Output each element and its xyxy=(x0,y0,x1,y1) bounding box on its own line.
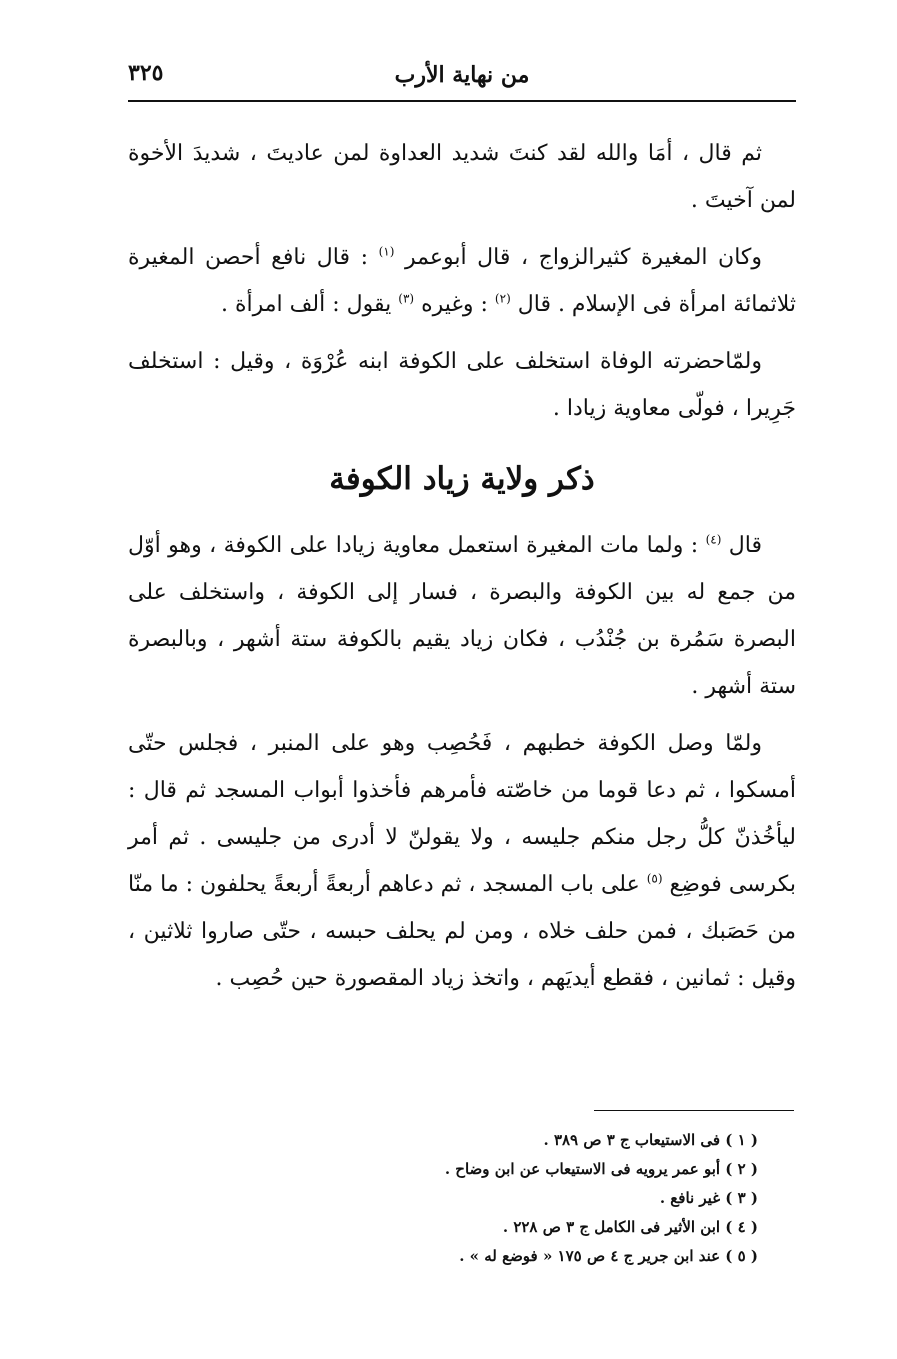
paragraph-5 xyxy=(128,720,796,1002)
footnote-5: ( ٥ ) عند ابن جرير ج ٤ ص ١٧٥ « فوضع له » . xyxy=(459,1247,758,1265)
page-header xyxy=(128,60,796,102)
footnote-ref-5: (٥) xyxy=(646,871,663,886)
page-body xyxy=(128,130,796,1012)
running-title: من نهاية الأرب xyxy=(394,62,530,88)
footnote-3: ( ٣ ) غير نافع . xyxy=(659,1189,758,1207)
footnote-ref-4: (٤) xyxy=(705,532,722,547)
footnote-1: ( ١ ) فى الاستيعاب ج ٣ ص ٣٨٩ . xyxy=(543,1131,758,1149)
footnote-ref-2: (٢) xyxy=(494,291,511,306)
paragraph-5-text-b: على باب المسجد ، ثم دعاهم أربعةً أربعةً يحلفون : ما منّا من حَصَبك ، فمن حلف خلاه ، ومن لم يحلف حبسه ، حتّى صاروا ثلاثين ، وقيل : ثمانين ، فقطع أيديَهم ، واتخذ زياد المقصورة حين حُصِب . xyxy=(128,872,796,991)
paragraph-2-text-a: وكان المغيرة كثيرالزواج ، قال أبوعمر xyxy=(405,245,763,270)
footnotes xyxy=(128,1126,758,1271)
paragraph-2 xyxy=(128,234,796,328)
footnote-ref-3: (٣) xyxy=(398,291,415,306)
paragraph-4-text-b: : ولما مات المغيرة استعمل معاوية زيادا على الكوفة ، وهو أوّل من جمع له بين الكوفة والبصرة ، فسار إلى الكوفة ، واستخلف على البصرة سَمُرة بن جُنْدُب ، فكان زياد يقيم بالكوفة ستة أشهر ، وبالبصرة ستة أشهر . xyxy=(128,533,796,699)
paragraph-4 xyxy=(128,522,796,710)
footnote-2: ( ٢ ) أبو عمر يرويه فى الاستيعاب عن ابن وضاح . xyxy=(444,1160,758,1178)
paragraph-3: ولمّاحضرته الوفاة استخلف على الكوفة ابنه عُرْوَة ، وقيل : استخلف جَرِيرا ، فولّى معاوية زيادا . xyxy=(128,349,796,421)
footnote-ref-1: (١) xyxy=(378,244,395,259)
paragraph-5-text-a: ولمّا وصل الكوفة خطبهم ، فَحُصِب وهو على المنبر ، فجلس حتّى أمسكوا ، ثم دعا قوما من خاصّته فأمرهم فأخذوا أبواب المسجد ثم قال : ليأخُذنّ كلُّ رجل منكم جليسه ، ولا يقولنّ لا أدرى من جليسى . ثم أمر بكرسى فوضِع xyxy=(128,731,796,897)
section-heading: ذكر ولاية زياد الكوفة xyxy=(329,461,595,497)
page-number: ٣٢٥ xyxy=(128,60,164,86)
paragraph-4-text-a: قال xyxy=(728,533,763,558)
paragraph-2-text-c: : وغيره xyxy=(421,292,488,317)
paragraph-2-text-d: يقول : ألف امرأة . xyxy=(221,292,392,317)
paragraph-2-text-b: : قال نافع أحصن المغيرة ثلاثمائة امرأة فى الإسلام . قال xyxy=(128,245,796,317)
paragraph-1: ثم قال ، أمَا والله لقد كنتَ شديد العداوة لمن عاديتَ ، شديدَ الأخوة لمن آخيتَ . xyxy=(128,141,796,213)
footnote-4: ( ٤ ) ابن الأثير فى الكامل ج ٣ ص ٢٢٨ . xyxy=(502,1218,758,1236)
footnote-divider xyxy=(594,1110,794,1111)
